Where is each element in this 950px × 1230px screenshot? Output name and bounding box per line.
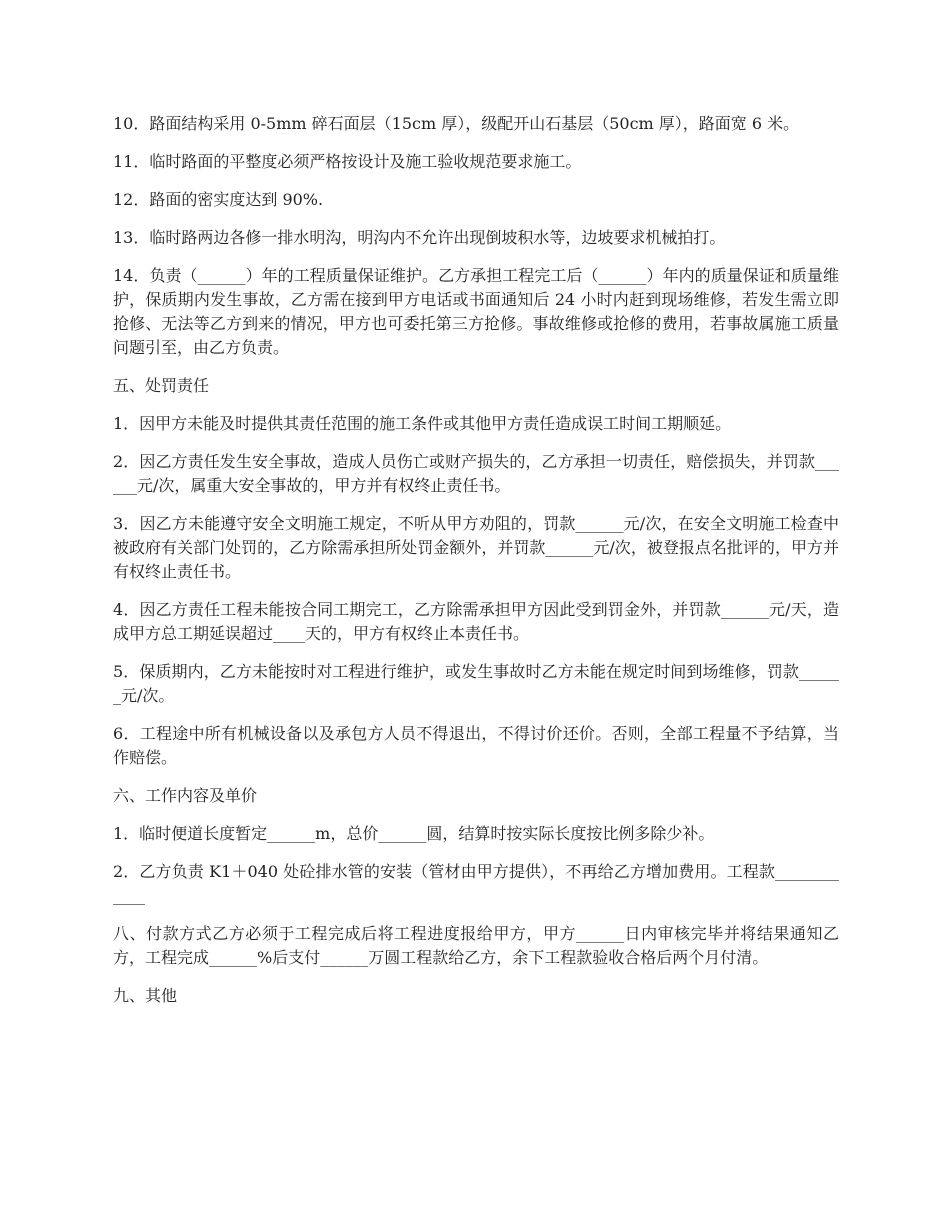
document-page (113, 112, 839, 1022)
work-clause-2: 2．乙方负责 K1＋040 处砼排水管的安装（管材由甲方提供），不再给乙方增加费用。工程款____________ (113, 862, 839, 905)
penalty-clause-5: 5．保质期内，乙方未能按时对工程进行维护，或发生事故时乙方未能在规定时间到场维修，罚款______元/次。 (113, 662, 839, 705)
penalty-clause-3: 3．因乙方未能遵守安全文明施工规定，不听从甲方劝阻的，罚款______元/次，在安全文明施工检查中被政府有关部门处罚的，乙方除需承担所处罚金额外，并罚款______元/次，被登报点名批评的，甲方并有权终止责任书。 (113, 514, 839, 581)
clause-12-compaction: 12．路面的密实度达到 90%. (113, 190, 324, 209)
section-heading-other: 九、其他 (113, 986, 178, 1005)
clause-11-flatness: 11．临时路面的平整度必须严格按设计及施工验收规范要求施工。 (113, 152, 582, 171)
section-heading-work-content: 六、工作内容及单价 (113, 786, 258, 805)
work-clause-1: 1．临时便道长度暂定______m，总价______圆，结算时按实际长度按比例多除少补。 (113, 824, 715, 843)
penalty-clause-6: 6．工程途中所有机械设备以及承包方人员不得退出，不得讨价还价。否则，全部工程量不予结算，当作赔偿。 (113, 724, 839, 767)
penalty-clause-4: 4．因乙方责任工程未能按合同工期完工，乙方除需承担甲方因此受到罚金外，并罚款______元/天，造成甲方总工期延误超过____天的，甲方有权终止本责任书。 (113, 600, 839, 643)
clause-10-road-structure: 10．路面结构采用 0-5mm 碎石面层（15cm 厚），级配开山石基层（50cm 厚），路面宽 6 米。 (113, 114, 800, 133)
section-heading-penalties: 五、处罚责任 (113, 376, 210, 395)
penalty-clause-1: 1．因甲方未能及时提供其责任范围的施工条件或其他甲方责任造成误工时间工期顺延。 (113, 414, 732, 433)
clause-14-warranty: 14．负责（______）年的工程质量保证维护。乙方承担工程完工后（______）年内的质量保证和质量维护，保质期内发生事故，乙方需在接到甲方电话或书面通知后 24 小时内赶到现场维修，若发生需立即抢修、无法等乙方到来的情况，甲方也可委托第三方抢修。事故维修或抢修的费用，若事故属施工质量问题引至，由乙方负责。 (113, 266, 839, 357)
clause-13-drainage: 13．临时路两边各修一排水明沟，明沟内不允许出现倒坡积水等，边坡要求机械拍打。 (113, 228, 726, 247)
penalty-clause-2: 2．因乙方责任发生安全事故，造成人员伤亡或财产损失的，乙方承担一切责任，赔偿损失，并罚款______元/次，属重大安全事故的，甲方并有权终止责任书。 (113, 452, 839, 495)
section-payment-terms: 八、付款方式乙方必须于工程完成后将工程进度报给甲方，甲方______日内审核完毕并将结果通知乙方，工程完成______%后支付______万圆工程款给乙方，余下工程款验收合格后两个月付清。 (113, 924, 839, 967)
